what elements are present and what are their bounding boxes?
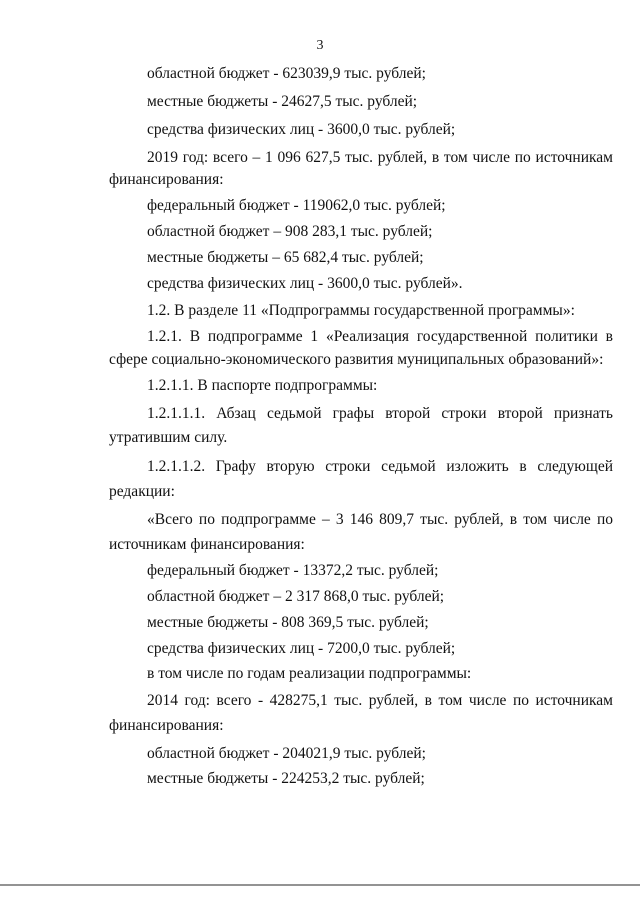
by-years-heading: в том числе по годам реализации подпрограммы: bbox=[147, 665, 472, 682]
year-2014-total-continuation: финансирования: bbox=[109, 717, 224, 734]
program-total-continuation: источникам финансирования: bbox=[109, 536, 305, 553]
budget-line-individuals-total: средства физических лиц - 7200,0 тыс. рублей; bbox=[147, 640, 456, 657]
page-number: 3 bbox=[316, 38, 324, 53]
budget-line-regional-total: областной бюджет – 2 317 868,0 тыс. рублей; bbox=[147, 588, 445, 605]
scan-edge-divider bbox=[0, 884, 640, 886]
budget-line-local-2019: местные бюджеты – 65 682,4 тыс. рублей; bbox=[147, 249, 424, 266]
item-1-2-1-line: 1.2.1. В подпрограмме 1 «Реализация государственной политики в bbox=[147, 328, 613, 345]
program-total-line: «Всего по подпрограмме – 3 146 809,7 тыс. рублей, в том числе по bbox=[147, 511, 613, 528]
budget-line-local-total: местные бюджеты - 808 369,5 тыс. рублей; bbox=[147, 614, 429, 631]
item-1-2-1-1-1-line: 1.2.1.1.1. Абзац седьмой графы второй строки второй признать bbox=[147, 405, 613, 422]
item-1-2-1-continuation: сфере социально-экономического развития муниципальных образований»: bbox=[109, 351, 604, 368]
budget-line-local-2018: местные бюджеты - 24627,5 тыс. рублей; bbox=[147, 93, 418, 110]
item-1-2-1-1-2-continuation: редакции: bbox=[109, 483, 175, 500]
budget-line-federal-2019: федеральный бюджет - 119062,0 тыс. рублей; bbox=[147, 197, 446, 214]
budget-line-regional-2018: областной бюджет - 623039,9 тыс. рублей; bbox=[147, 65, 426, 82]
section-1-2-heading: 1.2. В разделе 11 «Подпрограммы государственной программы»: bbox=[147, 302, 575, 319]
budget-line-federal-total: федеральный бюджет - 13372,2 тыс. рублей; bbox=[147, 562, 439, 579]
item-1-2-1-1-1-continuation: утратившим силу. bbox=[109, 429, 228, 446]
budget-line-individuals-2019: средства физических лиц - 3600,0 тыс. рублей». bbox=[147, 275, 463, 292]
year-2014-total-line: 2014 год: всего - 428275,1 тыс. рублей, в том числе по источникам bbox=[147, 692, 613, 709]
year-2019-total-continuation: финансирования: bbox=[109, 171, 224, 188]
budget-line-individuals-2018: средства физических лиц - 3600,0 тыс. рублей; bbox=[147, 121, 456, 138]
year-2019-total-line: 2019 год: всего – 1 096 627,5 тыс. рублей, в том числе по источникам bbox=[147, 149, 613, 166]
budget-line-regional-2014: областной бюджет - 204021,9 тыс. рублей; bbox=[147, 745, 426, 762]
item-1-2-1-1: 1.2.1.1. В паспорте подпрограммы: bbox=[147, 377, 378, 394]
item-1-2-1-1-2-line: 1.2.1.1.2. Графу вторую строки седьмой изложить в следующей bbox=[147, 458, 613, 475]
budget-line-regional-2019: областной бюджет – 908 283,1 тыс. рублей; bbox=[147, 223, 433, 240]
budget-line-local-2014: местные бюджеты - 224253,2 тыс. рублей; bbox=[147, 770, 425, 787]
